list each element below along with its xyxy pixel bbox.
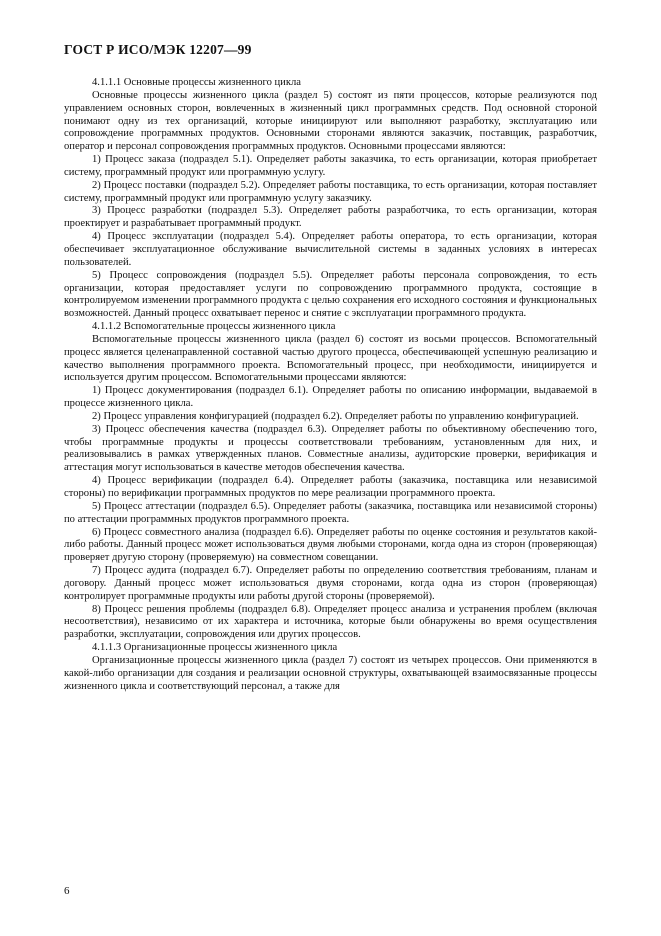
section-heading-4-1-1-1: 4.1.1.1 Основные процессы жизненного цикла (92, 77, 301, 88)
list-item: 5) Процесс аттестации (подраздел 6.5). Определяет работы (заказчика, поставщика или независимой стороны) по аттестации программных продуктов программного проекта. (64, 500, 597, 525)
list-item: 1) Процесс заказа (подраздел 5.1). Определяет работы заказчика, то есть организации, которая приобретает систему, программный продукт или программную услугу. (64, 154, 597, 178)
section-heading-4-1-1-3: 4.1.1.3 Организационные процессы жизненного цикла (92, 642, 338, 654)
paragraph: Вспомогательные процессы жизненного цикла (раздел 6) состоят из восьми процессов. Вспомогательный процесс является целенаправленной составной частью другого процесса, обеспечивающей успешную реализацию и качество выполнения программного проекта. Вспомогательный процесс, при необходимости, инициируется и используется другим процессом. Вспомогательными процессами являются: (64, 333, 597, 384)
list-item: 2) Процесс управления конфигурацией (подраздел 6.2). Определяет работы по управлению конфигурацией. (92, 410, 579, 422)
list-item: 8) Процесс решения проблемы (подраздел 6.8). Определяет процесс анализа и устранения проблем (включая несоответствия), независимо от их характера и источника, которые были обнаружены во время осуществления разработки, эксплуатации, сопровождения или других процессов. (64, 603, 597, 641)
list-item: 1) Процесс документирования (подраздел 6.1). Определяет работы по описанию информации, выдаваемой в процессе жизненного цикла. (64, 385, 597, 410)
document-body (64, 77, 597, 694)
list-item: 4) Процесс верификации (подраздел 6.4). Определяет работы (заказчика, поставщика или независимой стороны) по верификации программных продуктов по мере реализации программного проекта. (64, 475, 597, 499)
list-item: 4) Процесс эксплуатации (подраздел 5.4). Определяет работы оператора, то есть организации, которая обеспечивает эксплуатационное обслуживание вычислительной системы в заданных условиях в интересах пользователей. (64, 231, 597, 268)
page-number: 6 (64, 885, 70, 897)
list-item: 6) Процесс совместного анализа (подраздел 6.6). Определяет работы по оценке состояния и результатов какой-либо работы. Данный процесс может использоваться двумя любыми сторонами, когда одна из сторон (проверяющая) проверяет другую сторону (проверяемую) на совместном совещании. (64, 526, 597, 564)
list-item: 7) Процесс аудита (подраздел 6.7). Определяет работы по определению соответствия требованиям, планам и договору. Данный процесс может использоваться двумя сторонами, когда одна из сторон (проверяющая) контролирует программные продукты или работы другой стороны (проверяемой). (64, 565, 597, 602)
list-item: 3) Процесс разработки (подраздел 5.3). Определяет работы разработчика, то есть организации, которая проектирует и разрабатывает программный продукт. (64, 205, 597, 230)
list-item: 2) Процесс поставки (подраздел 5.2). Определяет работы поставщика, то есть организации, которая поставляет систему, программный продукт или программную услугу заказчику. (64, 179, 597, 204)
paragraph: Основные процессы жизненного цикла (раздел 5) состоят из пяти процессов, которые реализуются под управлением основных сторон, вовлеченных в жизненный цикл программных средств. Под основной стороной понимают одну из тех организаций, которые инициируют или выполняют разработку, эксплуатацию или сопровождение программных продуктов. Основными сторонами являются заказчик, поставщик, разработчик, оператор и персонал сопровождения программных продуктов. Основными процессами являются: (64, 89, 597, 153)
list-item: 3) Процесс обеспечения качества (подраздел 6.3). Определяет работы по объективному обеспечению того, чтобы программные продукты и процессы соответствовали требованиям, установленным для них, и реализовывались в рамках утвержденных планов. Совместные анализы, аудиторские проверки, верификация и аттестация могут использоваться в качестве методов обеспечения качества. (64, 423, 597, 474)
paragraph: Организационные процессы жизненного цикла (раздел 7) состоят из четырех процессов. Они применяются в какой-либо организации для создания и реализации основной структуры, охватывающей взаимосвязанные процессы жизненного цикла и соответствующий персонал, а также для (64, 654, 597, 692)
section-heading-4-1-1-2: 4.1.1.2 Вспомогательные процессы жизненного цикла (92, 321, 336, 333)
list-item: 5) Процесс сопровождения (подраздел 5.5). Определяет работы персонала сопровождения, то есть организации, которая предоставляет услуги по сопровождению программного продукта, состоящие в контролируемом изменении программного продукта с целью сохранения его исходного состояния и функциональных возможностей. Данный процесс охватывает перенос и снятие с эксплуатации программного продукта. (64, 269, 597, 320)
document-header: ГОСТ Р ИСО/МЭК 12207—99 (64, 42, 252, 57)
